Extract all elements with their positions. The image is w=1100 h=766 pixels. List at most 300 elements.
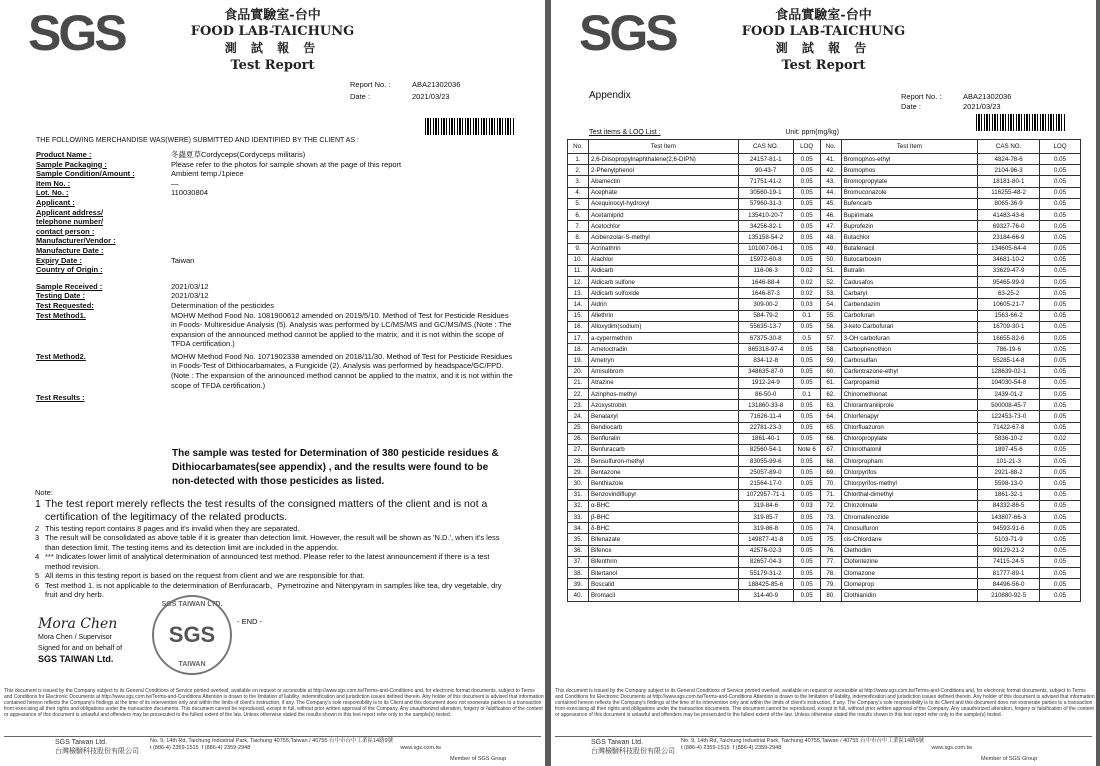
table-cell: 0.05 bbox=[793, 579, 820, 590]
column-header: CAS NO. bbox=[978, 140, 1040, 154]
table-cell: 0.05 bbox=[1040, 355, 1081, 366]
table-cell: Butafenacil bbox=[841, 243, 978, 254]
table-cell: 58. bbox=[820, 344, 841, 355]
table-row bbox=[568, 366, 1081, 377]
table-cell: 15972-60-8 bbox=[738, 254, 793, 265]
table-cell: 21. bbox=[568, 377, 589, 388]
field-row bbox=[36, 236, 516, 246]
table-cell: Chlorpyrifos bbox=[841, 467, 978, 478]
footer-member: Member of SGS Group bbox=[450, 756, 507, 762]
table-cell: Bromopropylate bbox=[841, 176, 978, 187]
table-cell: 19. bbox=[568, 355, 589, 366]
notes-section bbox=[35, 488, 515, 600]
table-cell: 26. bbox=[568, 433, 589, 444]
table-cell: 9. bbox=[568, 243, 589, 254]
table-cell: Chlorthal-dimethyl bbox=[841, 489, 978, 500]
table-cell: 122453-73-0 bbox=[978, 411, 1040, 422]
note-text: The result will be consolidated as above table if it is greater than detection limit. However, the result will be shown as 'N.D.', when it's less than detection limit. The testing items and its detection limit are included in the appendix. bbox=[45, 533, 500, 552]
table-cell: Bifenox bbox=[588, 545, 738, 556]
table-cell: 188425-85-6 bbox=[738, 579, 793, 590]
table-cell: Note 6 bbox=[793, 444, 820, 455]
table-cell: 67375-30-8 bbox=[738, 333, 793, 344]
table-cell: Bufencarb bbox=[841, 198, 978, 209]
disclaimer: This document is issued by the Company subject to its General Conditions of Service printed overleaf, available on request or accessible at http://www.sgs.com.tw/Terms-and-Conditions and, for electronic format documents, subject to Terms and Conditions for Electronic Documents at http://www.sgs.com.tw/Terms-and-Conditions Attention is drawn to the limitation of liability, indemnification and jurisdiction issues defined therein. Any holder of this document is advised that information contained hereon reflects the Company's findings at the time of its intervention only and within the limits of client's instruction, if any. The Company's sole responsibility is to its Client and this document does not exonerate parties to a transaction from exercising all their rights and obligations under the transaction documents. This document cannot be reproduced, except in full, without prior written approval of the Company. Any unauthorized alteration, forgery or falsification of the content or appearance of this document is unlawful and offenders may be prosecuted to the fullest extent of the law. Unless otherwise stated the results shown in this test report refer only to the sample(s) tested. bbox=[555, 688, 1095, 718]
sgs-logo: SGS bbox=[579, 5, 676, 61]
field-label: Test Requested: bbox=[36, 300, 94, 310]
table-cell: 2-Phenylphenol bbox=[588, 165, 738, 176]
report-title-cn: 測 試 報 告 bbox=[775, 41, 872, 55]
table-cell: 0.05 bbox=[1040, 567, 1081, 578]
note-number: 3 bbox=[35, 533, 40, 542]
table-cell: 43. bbox=[820, 176, 841, 187]
table-cell: 0.05 bbox=[1040, 243, 1081, 254]
field-row bbox=[36, 160, 516, 170]
table-cell: 0.05 bbox=[793, 321, 820, 332]
table-cell: α-BHC bbox=[588, 500, 738, 511]
table-cell: 0.05 bbox=[1040, 467, 1081, 478]
table-row bbox=[568, 187, 1081, 198]
lab-name-cn: 食品實驗室-台中 bbox=[775, 8, 872, 23]
table-cell: 2104-96-3 bbox=[978, 165, 1040, 176]
field-value: Determination of the pesticides bbox=[171, 300, 274, 310]
table-cell: 0.05 bbox=[1040, 288, 1081, 299]
table-cell: 0.05 bbox=[793, 377, 820, 388]
results-row bbox=[36, 393, 516, 403]
table-cell: 319-85-7 bbox=[738, 512, 793, 523]
table-row bbox=[568, 232, 1081, 243]
table-row bbox=[568, 344, 1081, 355]
field-row bbox=[36, 291, 516, 301]
table-cell: Chlorfluazuron bbox=[841, 422, 978, 433]
table-cell: 0.05 bbox=[1040, 176, 1081, 187]
report-date: 2021/03/23 bbox=[412, 92, 450, 101]
date-label: Date : bbox=[901, 102, 922, 111]
table-cell: 2,6-Diisopropylnaphthalene(2,6-DIPN) bbox=[588, 154, 738, 165]
table-cell: Bupirimate bbox=[841, 209, 978, 220]
table-cell: Carbophenothion bbox=[841, 344, 978, 355]
table-cell: Buprofezin bbox=[841, 221, 978, 232]
table-cell: Acibenzolar-S-methyl bbox=[588, 232, 738, 243]
field-value: Please refer to the photos for sample shown at the page of this report bbox=[171, 159, 402, 169]
table-cell: Boscalid bbox=[588, 579, 738, 590]
table-cell: 75. bbox=[820, 534, 841, 545]
table-cell: 22781-23-3 bbox=[738, 422, 793, 433]
table-cell: 15. bbox=[568, 310, 589, 321]
report-title-cn: 測 試 報 告 bbox=[224, 41, 321, 55]
table-cell: 41483-43-6 bbox=[978, 209, 1040, 220]
table-cell: 60. bbox=[820, 366, 841, 377]
table-row bbox=[568, 254, 1081, 265]
field-row bbox=[36, 246, 516, 256]
table-cell: 1. bbox=[568, 154, 589, 165]
lab-header bbox=[0, 5, 545, 75]
table-cell: 0.05 bbox=[793, 344, 820, 355]
report-title-en: Test Report bbox=[781, 58, 866, 73]
field-label: Sample Condition/Amount : bbox=[36, 169, 135, 179]
table-cell: 3-OH carbofuran bbox=[841, 333, 978, 344]
field-row bbox=[36, 301, 516, 311]
table-cell: 55285-14-8 bbox=[978, 355, 1040, 366]
table-row bbox=[568, 265, 1081, 276]
table-cell: cis-Chlordane bbox=[841, 534, 978, 545]
footer-company bbox=[591, 738, 675, 756]
table-cell: 79. bbox=[820, 579, 841, 590]
table-cell: 84332-86-5 bbox=[978, 500, 1040, 511]
table-cell: 5103-71-9 bbox=[978, 534, 1040, 545]
table-cell: 4. bbox=[568, 187, 589, 198]
method-label: Test Method1. bbox=[36, 310, 86, 320]
table-cell: 0.05 bbox=[1040, 165, 1081, 176]
table-cell: 59. bbox=[820, 355, 841, 366]
field-value bbox=[171, 217, 516, 227]
table-cell: a-cypermethrin bbox=[588, 333, 738, 344]
unit-label: Unit: ppm(mg/kg) bbox=[785, 129, 839, 136]
table-cell: 74. bbox=[820, 523, 841, 534]
table-cell: 41. bbox=[820, 154, 841, 165]
table-cell: 101-21-3 bbox=[978, 456, 1040, 467]
method-label: Test Method2. bbox=[36, 351, 86, 361]
table-cell: Benzovindiflupyr bbox=[588, 489, 738, 500]
table-row bbox=[568, 154, 1081, 165]
table-cell: 8. bbox=[568, 232, 589, 243]
field-row bbox=[36, 256, 516, 266]
report-no-label: Report No. : bbox=[901, 92, 942, 101]
table-cell: 0.05 bbox=[793, 478, 820, 489]
table-cell: 0.05 bbox=[793, 176, 820, 187]
table-cell: Benalaxyl bbox=[588, 411, 738, 422]
field-label: Product Name : bbox=[36, 150, 92, 159]
table-cell: 0.05 bbox=[793, 545, 820, 556]
table-cell: 77. bbox=[820, 556, 841, 567]
table-cell: 82657-04-3 bbox=[738, 556, 793, 567]
table-cell: Carbosulfan bbox=[841, 355, 978, 366]
table-cell: 57960-31-3 bbox=[738, 198, 793, 209]
table-cell: 0.05 bbox=[1040, 321, 1081, 332]
field-label: Sample Received : bbox=[36, 281, 103, 291]
footer-web: www.sgs.com.tw bbox=[931, 745, 972, 751]
table-cell: 71751-41-2 bbox=[738, 176, 793, 187]
footer-company-en: SGS Taiwan Ltd. bbox=[55, 739, 108, 746]
table-cell: Butachlor bbox=[841, 232, 978, 243]
table-cell: 8065-36-9 bbox=[978, 198, 1040, 209]
table-row bbox=[568, 534, 1081, 545]
table-cell: Alachlor bbox=[588, 254, 738, 265]
table-cell: 0.05 bbox=[793, 221, 820, 232]
table-cell: 0.05 bbox=[793, 366, 820, 377]
table-cell: 24157-81-1 bbox=[738, 154, 793, 165]
table-cell: 24. bbox=[568, 411, 589, 422]
table-cell: 0.1 bbox=[793, 388, 820, 399]
table-cell: 1072957-71-1 bbox=[738, 489, 793, 500]
table-cell: 584-79-2 bbox=[738, 310, 793, 321]
note-text: All items in this testing report is based on the request from client and we are responsible for that. bbox=[45, 571, 365, 580]
table-row bbox=[568, 176, 1081, 187]
table-cell: 0.05 bbox=[1040, 198, 1081, 209]
table-cell: 34. bbox=[568, 523, 589, 534]
table-row bbox=[568, 221, 1081, 232]
field-gap bbox=[36, 275, 516, 282]
table-cell: 83055-99-6 bbox=[738, 456, 793, 467]
table-row bbox=[568, 288, 1081, 299]
method-text: MOHW Method Food No. 1071902338 amended on 2018/11/30. Method of Test for Pesticide Residues in Foods-Test of Dithiocarbamates, a Fungicide (2). Analysis was performed by headspace/GC/FPD.(Note : The expansion of the announced method cannot be applied to the matrix, and it is not within the scope of TFDA certification.) bbox=[171, 351, 513, 390]
table-row bbox=[568, 523, 1081, 534]
report-title-en: Test Report bbox=[230, 58, 315, 73]
table-cell: Aldicarb sulfoxide bbox=[588, 288, 738, 299]
table-cell: 84496-56-0 bbox=[978, 579, 1040, 590]
field-row bbox=[36, 179, 516, 189]
table-cell: 0.05 bbox=[793, 243, 820, 254]
table-cell: Bromuconazole bbox=[841, 187, 978, 198]
table-cell: 2. bbox=[568, 165, 589, 176]
lab-name-en: FOOD LAB-TAICHUNG bbox=[741, 24, 906, 39]
table-cell: 65. bbox=[820, 422, 841, 433]
table-cell: Amisulbrom bbox=[588, 366, 738, 377]
table-cell: 28. bbox=[568, 456, 589, 467]
note-label: Note: bbox=[35, 488, 53, 497]
table-cell: 500008-45-7 bbox=[978, 400, 1040, 411]
table-cell: 29. bbox=[568, 467, 589, 478]
table-cell: β-BHC bbox=[588, 512, 738, 523]
field-label: Applicant : bbox=[36, 197, 75, 207]
table-cell: 11. bbox=[568, 265, 589, 276]
table-cell: 0.02 bbox=[793, 265, 820, 276]
table-cell: 10. bbox=[568, 254, 589, 265]
table-cell: 53. bbox=[820, 288, 841, 299]
field-value bbox=[171, 246, 516, 256]
stamp-ring-top: SGS TAIWAN LTD. bbox=[161, 601, 223, 608]
table-cell: 7. bbox=[568, 221, 589, 232]
table-cell: 0.05 bbox=[793, 523, 820, 534]
table-cell: 131860-33-8 bbox=[738, 400, 793, 411]
signature-block bbox=[38, 616, 122, 665]
table-cell: 0.05 bbox=[793, 422, 820, 433]
table-cell: 34256-82-1 bbox=[738, 221, 793, 232]
table-cell: 44. bbox=[820, 187, 841, 198]
table-cell: Bentazone bbox=[588, 467, 738, 478]
end-marker: - END - bbox=[237, 617, 262, 626]
field-label: Expiry Date : bbox=[36, 255, 82, 265]
table-cell: Atrazine bbox=[588, 377, 738, 388]
table-cell: 18181-80-1 bbox=[978, 176, 1040, 187]
table-cell: 34681-10-2 bbox=[978, 254, 1040, 265]
table-cell: 35. bbox=[568, 534, 589, 545]
table-row bbox=[568, 400, 1081, 411]
table-cell: 10605-21-7 bbox=[978, 299, 1040, 310]
table-cell: 21564-17-0 bbox=[738, 478, 793, 489]
column-header: Test Item bbox=[588, 140, 738, 154]
table-cell: 0.5 bbox=[793, 333, 820, 344]
table-cell: 865318-97-4 bbox=[738, 344, 793, 355]
company-stamp bbox=[152, 595, 232, 675]
table-cell: 0.02 bbox=[793, 277, 820, 288]
note-item bbox=[35, 581, 515, 600]
table-cell: 42576-02-3 bbox=[738, 545, 793, 556]
table-cell: 47. bbox=[820, 221, 841, 232]
table-cell: δ-BHC bbox=[588, 523, 738, 534]
field-value: 冬蟲夏草Cordyceps(Cordyceps militaris) bbox=[171, 150, 306, 159]
table-cell: Chlorantraniliprole bbox=[841, 400, 978, 411]
table-cell: 0.05 bbox=[793, 534, 820, 545]
field-row bbox=[36, 150, 516, 160]
field-row bbox=[36, 188, 516, 198]
table-cell: 0.05 bbox=[1040, 489, 1081, 500]
table-cell: Bromophos bbox=[841, 165, 978, 176]
table-cell: 16. bbox=[568, 321, 589, 332]
note-number: 4 bbox=[35, 552, 40, 561]
table-cell: 55179-31-2 bbox=[738, 567, 793, 578]
table-cell: Chloropropylate bbox=[841, 433, 978, 444]
table-row bbox=[568, 512, 1081, 523]
table-cell: 0.05 bbox=[793, 198, 820, 209]
table-cell: Benthiazole bbox=[588, 478, 738, 489]
sample-fields bbox=[36, 150, 516, 403]
table-row bbox=[568, 456, 1081, 467]
table-header-row bbox=[568, 140, 1081, 154]
table-cell: 0.02 bbox=[1040, 433, 1081, 444]
table-cell: Butocarboxim bbox=[841, 254, 978, 265]
footer-address-block bbox=[681, 738, 1037, 763]
report-page-1 bbox=[0, 0, 545, 766]
table-cell: 319-86-8 bbox=[738, 523, 793, 534]
note-text: The test report merely reflects the test results of the consigned matters of the client and is not a certification of the legitimacy of the related products. bbox=[45, 497, 488, 523]
table-cell: 0.05 bbox=[793, 590, 820, 601]
signer-company: SGS TAIWAN Ltd. bbox=[38, 654, 114, 664]
table-row bbox=[568, 489, 1081, 500]
table-row bbox=[568, 198, 1081, 209]
footer-fax: f (886-4) 2359-2948 bbox=[201, 745, 251, 751]
footer-company-cn: 台灣檢驗科技股份有限公司 bbox=[55, 748, 139, 755]
table-cell: 128639-02-1 bbox=[978, 366, 1040, 377]
table-cell: 25057-89-0 bbox=[738, 467, 793, 478]
table-cell: Bifenthrin bbox=[588, 556, 738, 567]
field-label: Manufacturer/Vendor : bbox=[36, 236, 116, 246]
footer-address: No. 9, 14th Rd, Taichung Industrial Park, Taichung 40755,Taiwan / 40755 台中市台中工業區14路9號 bbox=[150, 738, 394, 744]
table-cell: 90-43-7 bbox=[738, 165, 793, 176]
table-cell: 62. bbox=[820, 388, 841, 399]
table-cell: 0.05 bbox=[793, 400, 820, 411]
table-cell: 116255-48-2 bbox=[978, 187, 1040, 198]
table-cell: Aldrin bbox=[588, 299, 738, 310]
table-cell: 0.05 bbox=[793, 512, 820, 523]
column-header: LOQ bbox=[793, 140, 820, 154]
table-cell: Azinphos-methyl bbox=[588, 388, 738, 399]
footer-phone: t (886-4) 2359-1515 bbox=[681, 745, 730, 751]
table-cell: 17. bbox=[568, 333, 589, 344]
table-cell: 834-12-8 bbox=[738, 355, 793, 366]
table-cell: 0.05 bbox=[1040, 579, 1081, 590]
column-header: Test Item bbox=[841, 140, 978, 154]
table-cell: Ametoctradin bbox=[588, 344, 738, 355]
table-cell: Acequinocyl-hydroxyl bbox=[588, 198, 738, 209]
table-cell: 0.05 bbox=[1040, 411, 1081, 422]
table-cell: Carfentrazone-ethyl bbox=[841, 366, 978, 377]
table-cell: 31. bbox=[568, 489, 589, 500]
table-cell: 63. bbox=[820, 400, 841, 411]
table-cell: 40. bbox=[568, 590, 589, 601]
table-cell: 23. bbox=[568, 400, 589, 411]
field-value bbox=[171, 236, 516, 246]
table-cell: 86-50-0 bbox=[738, 388, 793, 399]
note-text: *** Indicates lower limit of analytical determination of announced test method. Please refer to the latest announcement if there is a test method revision. bbox=[45, 552, 490, 571]
table-cell: 16655-82-6 bbox=[978, 333, 1040, 344]
caption-label: Test items & LOQ List : bbox=[589, 129, 661, 136]
table-cell: 786-19-6 bbox=[978, 344, 1040, 355]
table-cell: 5. bbox=[568, 198, 589, 209]
table-cell: 66. bbox=[820, 433, 841, 444]
table-cell: 0.05 bbox=[793, 187, 820, 198]
table-cell: Chlorfenapyr bbox=[841, 411, 978, 422]
table-cell: Aldicarb bbox=[588, 265, 738, 276]
table-row bbox=[568, 500, 1081, 511]
field-value: Ambient temp./1piece bbox=[171, 169, 244, 179]
table-cell: 0.03 bbox=[793, 299, 820, 310]
table-cell: 0.05 bbox=[1040, 310, 1081, 321]
field-row bbox=[36, 169, 516, 179]
table-cell: 0.05 bbox=[1040, 299, 1081, 310]
table-cell: Chromafenozide bbox=[841, 512, 978, 523]
table-cell: 0.02 bbox=[793, 288, 820, 299]
field-label: Lot. No. : bbox=[36, 188, 69, 198]
table-cell: 319-84-6 bbox=[738, 500, 793, 511]
table-cell: Bifenazate bbox=[588, 534, 738, 545]
table-cell: 0.05 bbox=[1040, 254, 1081, 265]
table-row bbox=[568, 545, 1081, 556]
table-cell: 0.1 bbox=[793, 310, 820, 321]
table-cell: Alloxydim(sodium) bbox=[588, 321, 738, 332]
table-cell: 1912-24-9 bbox=[738, 377, 793, 388]
table-cell: 0.05 bbox=[1040, 523, 1081, 534]
date-label: Date : bbox=[350, 92, 371, 101]
table-cell: 55. bbox=[820, 310, 841, 321]
column-header: No. bbox=[820, 140, 841, 154]
field-value bbox=[171, 198, 516, 208]
note-text: Test method 1. is not applicable to the determination of Benfuracarb、Pymetrozine and Nitenpyram in samples like tea, dry vegetable, dry fruit and dry herb. bbox=[45, 580, 502, 599]
table-cell: 70. bbox=[820, 478, 841, 489]
footer-company-en: SGS Taiwan Ltd. bbox=[591, 739, 644, 746]
table-cell: 12. bbox=[568, 277, 589, 288]
table-cell: 0.05 bbox=[793, 433, 820, 444]
table-cell: 0.05 bbox=[1040, 590, 1081, 601]
table-row bbox=[568, 590, 1081, 601]
note-item bbox=[35, 571, 515, 581]
table-cell: 27. bbox=[568, 444, 589, 455]
intro-text: THE FOLLOWING MERCHANDISE WAS(WERE) SUBMITTED AND IDENTIFIED BY THE CLIENT AS : bbox=[36, 137, 359, 144]
note-number: 5 bbox=[35, 571, 40, 580]
table-cell: 0.05 bbox=[1040, 500, 1081, 511]
table-cell: 72. bbox=[820, 500, 841, 511]
column-header: LOQ bbox=[1040, 140, 1081, 154]
table-cell: 5836-10-2 bbox=[978, 433, 1040, 444]
table-cell: 5598-13-0 bbox=[978, 478, 1040, 489]
table-row bbox=[568, 243, 1081, 254]
note-item bbox=[35, 524, 515, 534]
table-cell: 1563-66-2 bbox=[978, 310, 1040, 321]
table-row bbox=[568, 299, 1081, 310]
footer-fax: f (886-4) 2359-2948 bbox=[732, 745, 782, 751]
table-cell: 69. bbox=[820, 467, 841, 478]
footer-member: Member of SGS Group bbox=[981, 756, 1038, 762]
report-no-label: Report No. : bbox=[350, 80, 391, 89]
table-cell: Cadusafos bbox=[841, 277, 978, 288]
field-row bbox=[36, 282, 516, 292]
table-cell: Acrinathrin bbox=[588, 243, 738, 254]
signed-for: Signed for and on behalf of bbox=[38, 645, 123, 652]
method-text: MOHW Method Food No. 1081900612 amended on 2019/5/10. Method of Test for Pesticide Residues in Foods- Multiresidue Analysis (5). Analysis was performed by LC/MS/MS and GC/MS/MS.(Note : The expansion of the announced method cannot be applied to the matrix, and it is not within the scope of TFDA certification.) bbox=[171, 310, 512, 349]
table-cell: 63-25-2 bbox=[978, 288, 1040, 299]
table-cell: 0.05 bbox=[793, 567, 820, 578]
table-cell: 0.05 bbox=[1040, 545, 1081, 556]
footer-address: No. 9, 14th Rd, Taichung Industrial Park, Taichung 40755,Taiwan / 40755 台中市台中工業區14路9號 bbox=[681, 738, 925, 744]
